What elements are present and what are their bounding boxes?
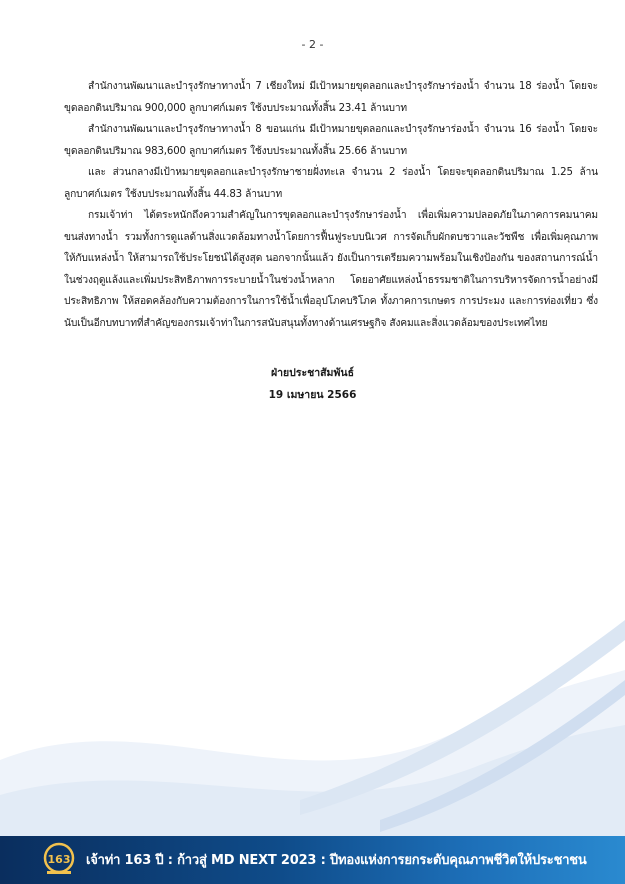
- footer-slogan: เจ้าท่า 163 ปี : ก้าวสู่ MD NEXT 2023 : ปีทองแห่งการยกระดับคุณภาพชีวิตให้ประชาชน: [86, 853, 587, 868]
- issue-date: 19 เมษายน 2566: [268, 389, 357, 401]
- page-number: - 2 -: [301, 38, 324, 51]
- wave-decoration: [0, 560, 625, 840]
- signature-block: [0, 362, 625, 406]
- footer-banner: [0, 836, 625, 884]
- department-name: ฝ่ายประชาสัมพันธ์: [270, 367, 354, 379]
- paragraph-summary: กรมเจ้าท่า ได้ตระหนักถึงความสำคัญในการขุดลอกและบำรุงรักษาร่องน้ำ เพื่อเพิ่มความปลอดภัยในภาคการคมนาคมขนส่งทางน้ำ รวมทั้งการดูแลด้านสิ่งแวดล้อมทางน้ำโดยการฟื้นฟูระบบนิเวศ การจัดเก็บผักตบชวาและวัชพืช เพื่อเพิ่มคุณภาพให้กับแหล่งน้ำ ให้สามารถใช้ประโยชน์ได้สูงสุด นอกจากนั้นแล้ว ยังเป็นการเตรียมความพร้อมในเชิงป้องกัน ของสถานการณ์น้ำในช่วงฤดูแล้งและเพิ่มประสิทธิภาพการระบายน้ำในช่วงน้ำหลาก โดยอาศัยแหล่งน้ำธรรมชาติในการบริหารจัดการน้ำอย่างมีประสิทธิภาพ ให้สอดคล้องกับความต้องการในการใช้น้ำเพื่ออุปโภคบริโภค ทั้งภาคการเกษตร การประมง และการท่องเที่ยว ซึ่งนับเป็นอีกบทบาทที่สำคัญของกรมเจ้าท่าในการสนับสนุนทั้งทางด้านเศรษฐกิจ สังคมและสิ่งแวดล้อมของประเทศไทย: [64, 210, 598, 329]
- paragraph-central: และ ส่วนกลางมีเป้าหมายขุดลอกและบำรุงรักษาชายฝั่งทะเล จำนวน 2 ร่องน้ำ โดยจะขุดลอกดินปริมาณ 1.25 ล้านลูกบาศก์เมตร ใช้งบประมาณทั้งสิ้น 44.83 ล้านบาท: [64, 167, 598, 200]
- body-text: [64, 76, 598, 334]
- md-163-anniversary-logo-icon: [40, 842, 78, 876]
- svg-text:163: 163: [47, 853, 71, 866]
- paragraph-office-8: สำนักงานพัฒนาและบำรุงรักษาทางน้ำ 8 ขอนแก่น มีเป้าหมายขุดลอกและบำรุงรักษาร่องน้ำ จำนวน 16 ร่องน้ำ โดยจะขุดลอกดินปริมาณ 983,600 ลูกบาศก์เมตร ใช้งบประมาณทั้งสิ้น 25.66 ล้านบาท: [64, 124, 598, 157]
- paragraph-office-7: สำนักงานพัฒนาและบำรุงรักษาทางน้ำ 7 เชียงใหม่ มีเป้าหมายขุดลอกและบำรุงรักษาร่องน้ำ จำนวน 18 ร่องน้ำ โดยจะขุดลอกดินปริมาณ 900,000 ลูกบาศก์เมตร ใช้งบประมาณทั้งสิ้น 23.41 ล้านบาท: [64, 81, 598, 114]
